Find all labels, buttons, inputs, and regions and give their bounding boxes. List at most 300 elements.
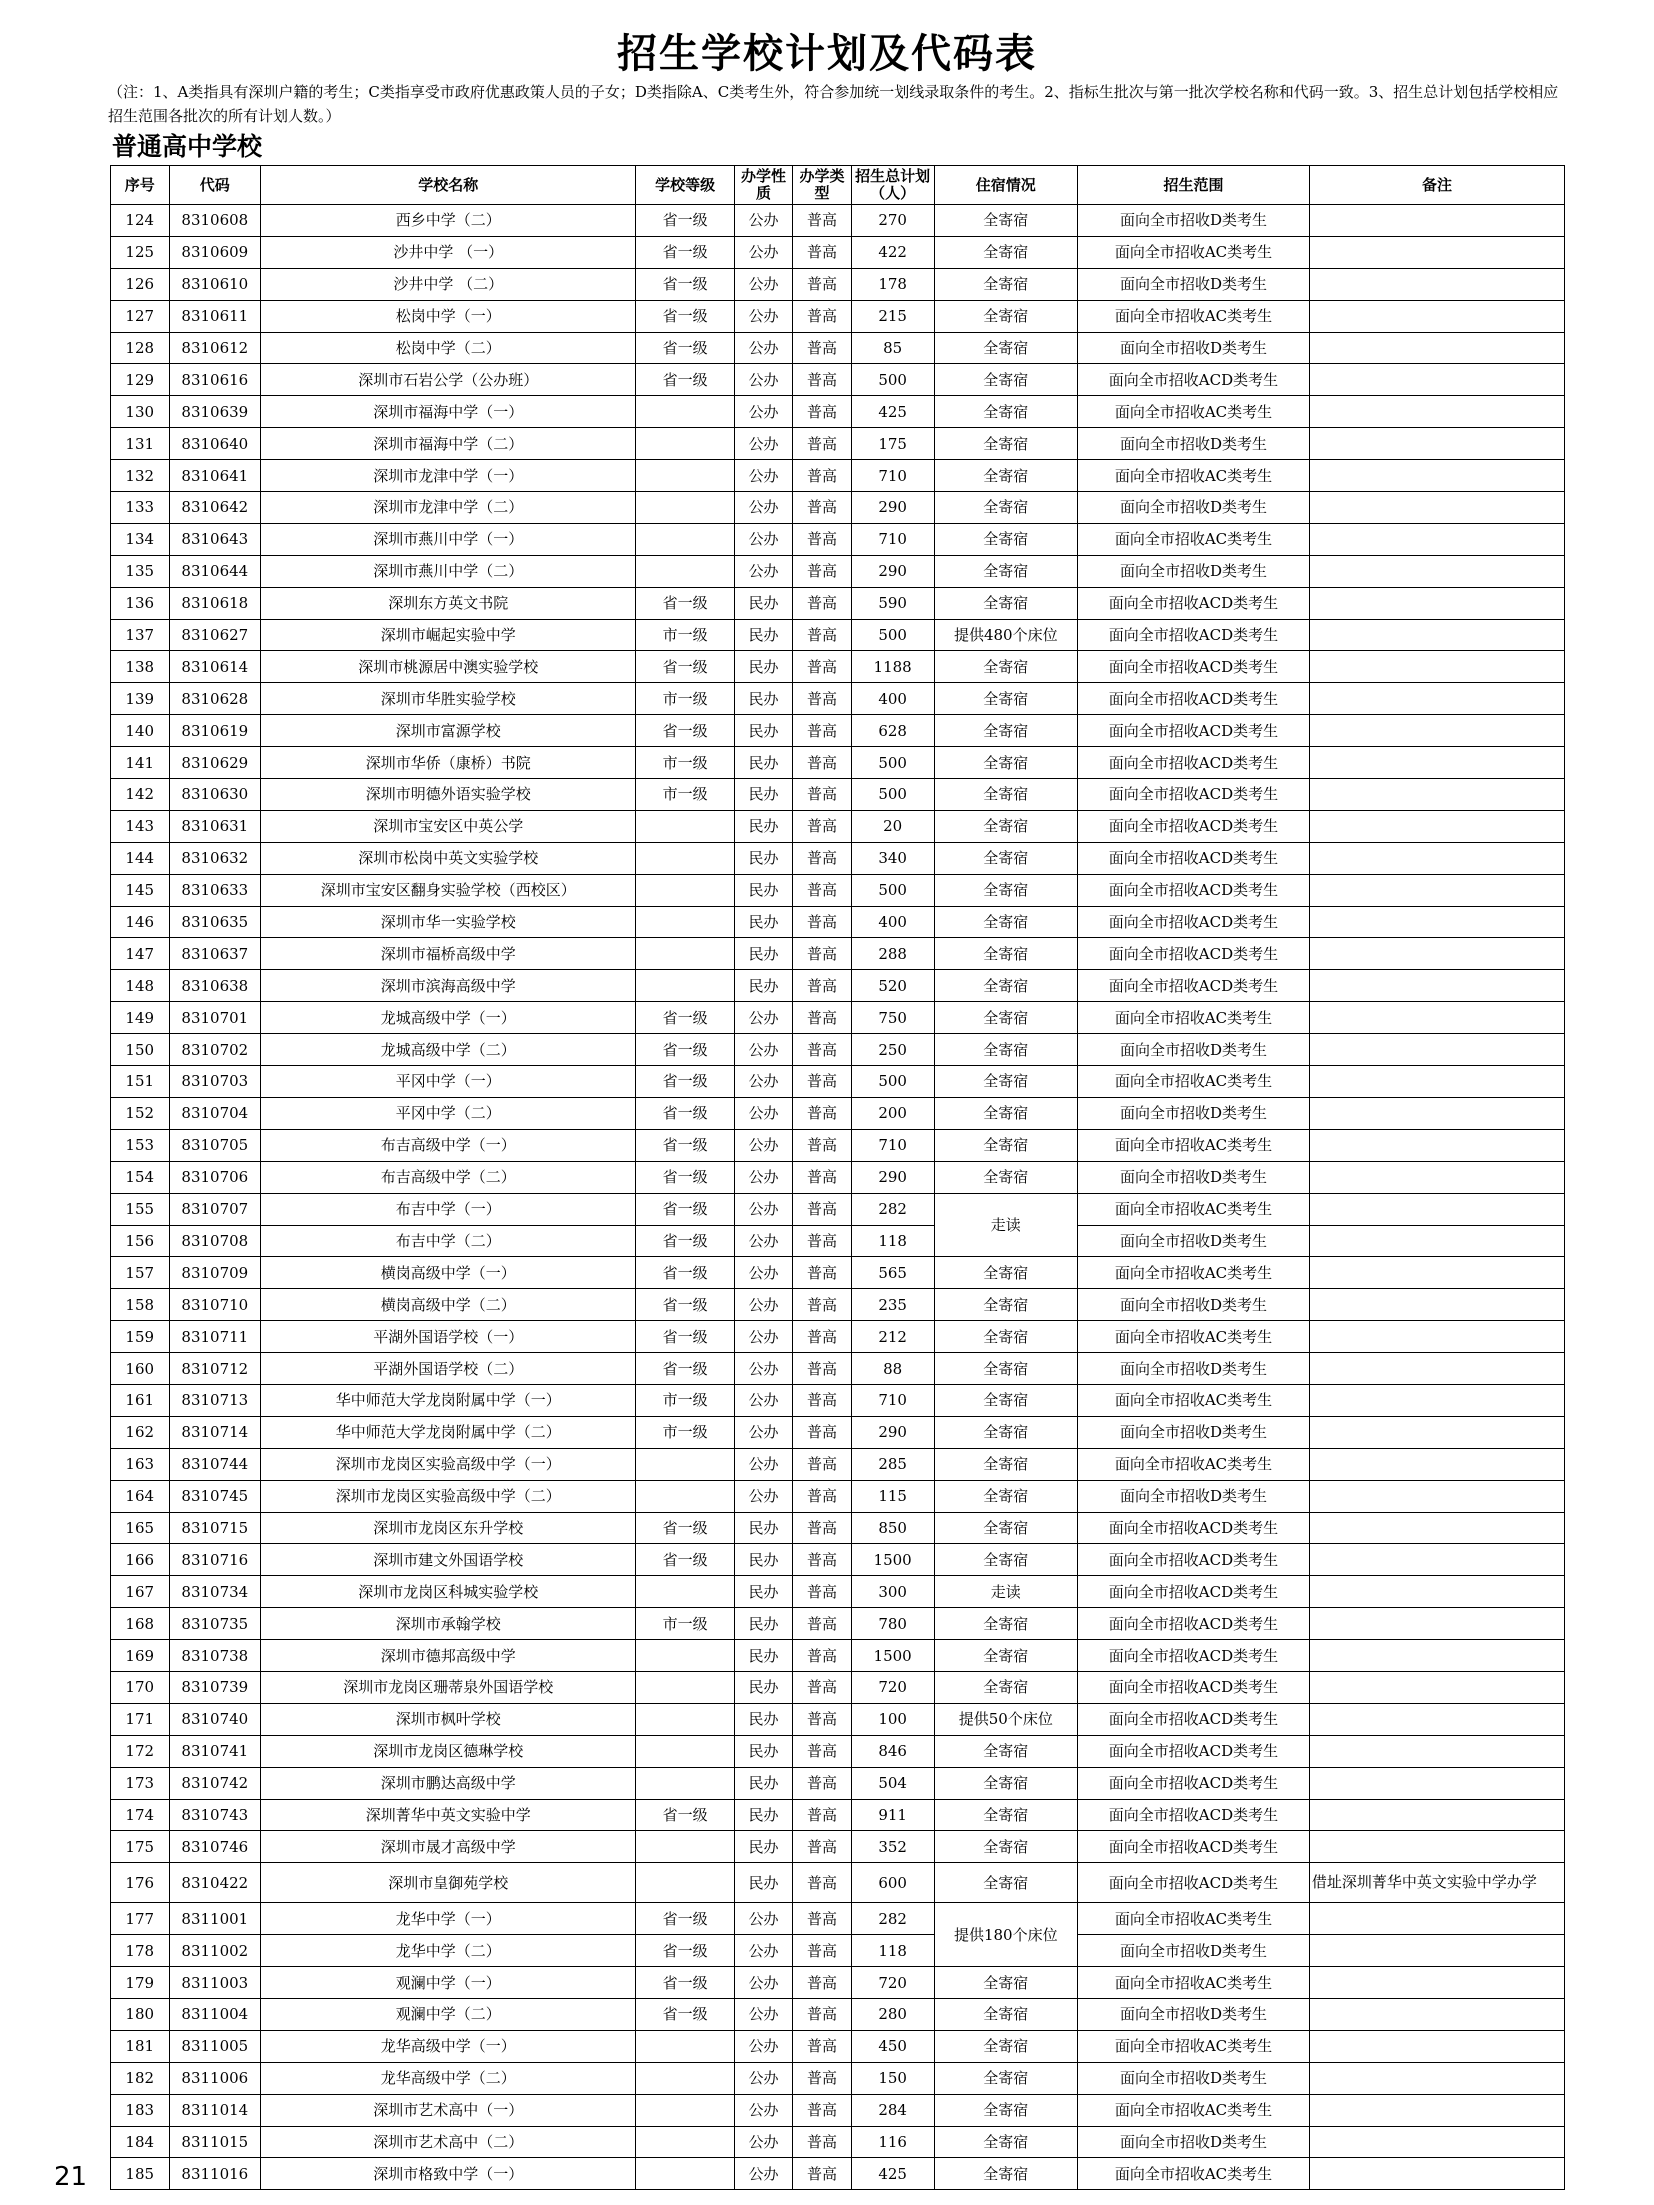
cell-type: 普高: [793, 1416, 852, 1448]
cell-index: 160: [111, 1353, 170, 1385]
cell-remark: [1309, 1416, 1564, 1448]
col-header-accommodation: 住宿情况: [934, 166, 1078, 205]
cell-index: 165: [111, 1512, 170, 1544]
cell-school-name: 深圳菁华中英文实验中学: [261, 1799, 636, 1831]
cell-type: 普高: [793, 332, 852, 364]
cell-school-level: 市一级: [636, 747, 734, 779]
cell-scope: 面向全市招收AC类考生: [1078, 1384, 1310, 1416]
cell-type: 普高: [793, 1002, 852, 1034]
cell-code: 8310642: [169, 492, 261, 524]
cell-index: 137: [111, 619, 170, 651]
cell-school-name: 深圳市德邦高级中学: [261, 1640, 636, 1672]
cell-scope: 面向全市招收AC类考生: [1078, 523, 1310, 555]
cell-remark: [1309, 906, 1564, 938]
cell-nature: 民办: [734, 651, 793, 683]
table-row: [111, 1671, 1565, 1703]
cell-dorm: 全寄宿: [934, 2126, 1078, 2158]
table-row: [111, 1608, 1565, 1640]
table-row: [111, 1097, 1565, 1129]
cell-scope: 面向全市招收D类考生: [1078, 1416, 1310, 1448]
cell-index: 162: [111, 1416, 170, 1448]
cell-total-plan: 178: [851, 268, 934, 300]
cell-school-name: 深圳市宝安区翻身实验学校（西校区）: [261, 874, 636, 906]
cell-nature: 民办: [734, 842, 793, 874]
cell-type: 普高: [793, 1161, 852, 1193]
cell-nature: 公办: [734, 2094, 793, 2126]
cell-dorm: 全寄宿: [934, 396, 1078, 428]
cell-type: 普高: [793, 1640, 852, 1672]
cell-type: 普高: [793, 300, 852, 332]
cell-index: 124: [111, 205, 170, 237]
cell-school-name: 平湖外国语学校（二）: [261, 1353, 636, 1385]
cell-school-name: 沙井中学 （二）: [261, 268, 636, 300]
cell-school-level: 省一级: [636, 332, 734, 364]
cell-school-name: 西乡中学（二）: [261, 205, 636, 237]
cell-school-level: 省一级: [636, 1097, 734, 1129]
table-row: [111, 1353, 1565, 1385]
cell-dorm: 全寄宿: [934, 1129, 1078, 1161]
cell-index: 152: [111, 1097, 170, 1129]
cell-total-plan: 710: [851, 523, 934, 555]
cell-remark: [1309, 205, 1564, 237]
cell-type: 普高: [793, 1289, 852, 1321]
cell-code: 8310716: [169, 1544, 261, 1576]
cell-scope: 面向全市招收ACD类考生: [1078, 1735, 1310, 1767]
cell-type: 普高: [793, 1097, 852, 1129]
cell-school-name: 深圳市龙津中学（一）: [261, 460, 636, 492]
cell-total-plan: 118: [851, 1935, 934, 1967]
cell-type: 普高: [793, 619, 852, 651]
cell-scope: 面向全市招收ACD类考生: [1078, 1799, 1310, 1831]
table-row: [111, 1384, 1565, 1416]
table-row: [111, 364, 1565, 396]
cell-dorm: 走读: [934, 1193, 1078, 1257]
cell-nature: 民办: [734, 1544, 793, 1576]
cell-nature: 公办: [734, 1967, 793, 1999]
table-row: [111, 1703, 1565, 1735]
cell-total-plan: 290: [851, 1416, 934, 1448]
cell-scope: 面向全市招收D类考生: [1078, 555, 1310, 587]
cell-total-plan: 520: [851, 970, 934, 1002]
cell-school-name: 深圳市福海中学（一）: [261, 396, 636, 428]
cell-index: 131: [111, 428, 170, 460]
cell-remark: [1309, 1448, 1564, 1480]
cell-index: 130: [111, 396, 170, 428]
cell-school-level: 省一级: [636, 651, 734, 683]
cell-scope: 面向全市招收D类考生: [1078, 1353, 1310, 1385]
cell-type: 普高: [793, 2062, 852, 2094]
cell-index: 129: [111, 364, 170, 396]
cell-dorm: 全寄宿: [934, 1034, 1078, 1066]
cell-scope: 面向全市招收D类考生: [1078, 492, 1310, 524]
cell-school-level: [636, 1576, 734, 1608]
cell-type: 普高: [793, 555, 852, 587]
cell-scope: 面向全市招收ACD类考生: [1078, 1576, 1310, 1608]
cell-dorm: 提供180个床位: [934, 1903, 1078, 1967]
cell-school-name: 平湖外国语学校（一）: [261, 1321, 636, 1353]
cell-index: 171: [111, 1703, 170, 1735]
cell-school-name: 深圳市鹏达高级中学: [261, 1767, 636, 1799]
cell-type: 普高: [793, 1512, 852, 1544]
cell-school-name: 深圳市燕川中学（一）: [261, 523, 636, 555]
cell-code: 8310706: [169, 1161, 261, 1193]
cell-scope: 面向全市招收ACD类考生: [1078, 364, 1310, 396]
cell-type: 普高: [793, 460, 852, 492]
cell-index: 180: [111, 1998, 170, 2030]
cell-code: 8310637: [169, 938, 261, 970]
cell-remark: [1309, 1903, 1564, 1935]
cell-code: 8310745: [169, 1480, 261, 1512]
cell-index: 169: [111, 1640, 170, 1672]
cell-code: 8311014: [169, 2094, 261, 2126]
cell-index: 126: [111, 268, 170, 300]
cell-type: 普高: [793, 1225, 852, 1257]
cell-school-name: 平冈中学（一）: [261, 1066, 636, 1098]
cell-code: 8310713: [169, 1384, 261, 1416]
cell-nature: 公办: [734, 1384, 793, 1416]
table-row: [111, 2062, 1565, 2094]
cell-school-level: 市一级: [636, 1384, 734, 1416]
cell-code: 8310611: [169, 300, 261, 332]
cell-remark: [1309, 555, 1564, 587]
cell-total-plan: 720: [851, 1671, 934, 1703]
cell-type: 普高: [793, 1998, 852, 2030]
cell-total-plan: 88: [851, 1353, 934, 1385]
table-row: [111, 1544, 1565, 1576]
cell-remark: [1309, 970, 1564, 1002]
cell-total-plan: 628: [851, 715, 934, 747]
cell-dorm: 全寄宿: [934, 874, 1078, 906]
cell-dorm: 全寄宿: [934, 1097, 1078, 1129]
cell-school-name: 布吉高级中学（二）: [261, 1161, 636, 1193]
cell-dorm: 全寄宿: [934, 1640, 1078, 1672]
cell-dorm: 全寄宿: [934, 1608, 1078, 1640]
table-row: [111, 492, 1565, 524]
footnote-note: （注：1、A类指具有深圳户籍的考生；C类指享受市政府优惠政策人员的子女；D类指除A、C类考生外，符合参加统一划线录取条件的考生。2、指标生批次与第一批次学校名称和代码一致。3、招生总计划包括学校相应招生范围各批次的所有计划人数。）: [108, 83, 1559, 125]
cell-scope: 面向全市招收ACD类考生: [1078, 1544, 1310, 1576]
cell-code: 8311015: [169, 2126, 261, 2158]
cell-school-name: 龙华中学（一）: [261, 1903, 636, 1935]
cell-nature: 民办: [734, 1799, 793, 1831]
cell-nature: 公办: [734, 1161, 793, 1193]
table-row: [111, 460, 1565, 492]
cell-school-name: 深圳市艺术高中（一）: [261, 2094, 636, 2126]
cell-total-plan: 400: [851, 683, 934, 715]
cell-dorm: 全寄宿: [934, 1161, 1078, 1193]
cell-type: 普高: [793, 1935, 852, 1967]
cell-remark: [1309, 842, 1564, 874]
cell-index: 143: [111, 810, 170, 842]
cell-total-plan: 425: [851, 2158, 934, 2190]
cell-index: 134: [111, 523, 170, 555]
cell-remark: [1309, 1512, 1564, 1544]
cell-school-level: [636, 396, 734, 428]
cell-remark: [1309, 2158, 1564, 2190]
cell-school-level: [636, 428, 734, 460]
table-row: [111, 205, 1565, 237]
cell-total-plan: 500: [851, 1066, 934, 1098]
cell-index: 176: [111, 1863, 170, 1903]
cell-dorm: 全寄宿: [934, 523, 1078, 555]
cell-school-name: 深圳市枫叶学校: [261, 1703, 636, 1735]
cell-type: 普高: [793, 1671, 852, 1703]
cell-remark: [1309, 364, 1564, 396]
cell-school-name: 深圳市宝安区中英公学: [261, 810, 636, 842]
cell-nature: 公办: [734, 1193, 793, 1225]
cell-code: 8310708: [169, 1225, 261, 1257]
cell-nature: 公办: [734, 1998, 793, 2030]
cell-school-level: [636, 1863, 734, 1903]
cell-school-name: 深圳市滨海高级中学: [261, 970, 636, 1002]
cell-code: 8310702: [169, 1034, 261, 1066]
cell-code: 8310635: [169, 906, 261, 938]
cell-remark: [1309, 332, 1564, 364]
cell-index: 153: [111, 1129, 170, 1161]
cell-code: 8311003: [169, 1967, 261, 1999]
cell-school-level: [636, 2126, 734, 2158]
cell-school-name: 龙城高级中学（二）: [261, 1034, 636, 1066]
cell-type: 普高: [793, 779, 852, 811]
cell-code: 8311005: [169, 2030, 261, 2062]
cell-remark: [1309, 236, 1564, 268]
cell-code: 8310746: [169, 1831, 261, 1863]
cell-remark: [1309, 268, 1564, 300]
cell-type: 普高: [793, 715, 852, 747]
col-header-type: 办学类型: [793, 166, 852, 205]
cell-index: 184: [111, 2126, 170, 2158]
cell-index: 179: [111, 1967, 170, 1999]
cell-type: 普高: [793, 1129, 852, 1161]
table-row: [111, 1935, 1565, 1967]
cell-remark: [1309, 619, 1564, 651]
cell-scope: 面向全市招收AC类考生: [1078, 1002, 1310, 1034]
cell-nature: 民办: [734, 1735, 793, 1767]
cell-index: 127: [111, 300, 170, 332]
cell-school-level: [636, 2030, 734, 2062]
cell-code: 8310638: [169, 970, 261, 1002]
cell-total-plan: 850: [851, 1512, 934, 1544]
cell-nature: 公办: [734, 1066, 793, 1098]
cell-index: 178: [111, 1935, 170, 1967]
cell-nature: 民办: [734, 874, 793, 906]
cell-index: 154: [111, 1161, 170, 1193]
cell-scope: 面向全市招收ACD类考生: [1078, 1831, 1310, 1863]
cell-school-level: 省一级: [636, 1129, 734, 1161]
cell-scope: 面向全市招收AC类考生: [1078, 1321, 1310, 1353]
cell-remark: [1309, 1671, 1564, 1703]
cell-index: 145: [111, 874, 170, 906]
table-row: [111, 1998, 1565, 2030]
cell-scope: 面向全市招收AC类考生: [1078, 1066, 1310, 1098]
table-row: [111, 555, 1565, 587]
cell-type: 普高: [793, 1735, 852, 1767]
cell-remark: [1309, 1480, 1564, 1512]
cell-school-level: [636, 938, 734, 970]
cell-nature: 民办: [734, 1863, 793, 1903]
cell-school-level: 省一级: [636, 1193, 734, 1225]
cell-total-plan: 504: [851, 1767, 934, 1799]
cell-dorm: 全寄宿: [934, 364, 1078, 396]
cell-index: 185: [111, 2158, 170, 2190]
cell-nature: 公办: [734, 396, 793, 428]
cell-dorm: 全寄宿: [934, 492, 1078, 524]
cell-dorm: 全寄宿: [934, 810, 1078, 842]
cell-code: 8310734: [169, 1576, 261, 1608]
cell-school-name: 布吉中学（二）: [261, 1225, 636, 1257]
cell-scope: 面向全市招收ACD类考生: [1078, 810, 1310, 842]
cell-school-name: 深圳市晟才高级中学: [261, 1831, 636, 1863]
cell-dorm: 全寄宿: [934, 1321, 1078, 1353]
cell-total-plan: 288: [851, 938, 934, 970]
cell-type: 普高: [793, 1066, 852, 1098]
table-row: [111, 1257, 1565, 1289]
cell-total-plan: 290: [851, 492, 934, 524]
cell-school-level: [636, 842, 734, 874]
cell-scope: 面向全市招收ACD类考生: [1078, 938, 1310, 970]
cell-nature: 民办: [734, 938, 793, 970]
cell-total-plan: 280: [851, 1998, 934, 2030]
cell-type: 普高: [793, 906, 852, 938]
table-row: [111, 2126, 1565, 2158]
cell-remark: [1309, 1935, 1564, 1967]
cell-school-name: 深圳市皇御苑学校: [261, 1863, 636, 1903]
cell-school-name: 深圳市龙岗区科城实验学校: [261, 1576, 636, 1608]
cell-total-plan: 282: [851, 1903, 934, 1935]
cell-school-name: 深圳市龙岗区东升学校: [261, 1512, 636, 1544]
cell-total-plan: 590: [851, 587, 934, 619]
cell-school-name: 深圳市建文外国语学校: [261, 1544, 636, 1576]
cell-type: 普高: [793, 2030, 852, 2062]
col-header-school-name: 学校名称: [261, 166, 636, 205]
cell-scope: 面向全市招收ACD类考生: [1078, 1608, 1310, 1640]
cell-school-name: 深圳市华一实验学校: [261, 906, 636, 938]
cell-scope: 面向全市招收D类考生: [1078, 1034, 1310, 1066]
cell-remark: [1309, 1767, 1564, 1799]
cell-code: 8310741: [169, 1735, 261, 1767]
cell-dorm: 全寄宿: [934, 683, 1078, 715]
table-row: [111, 1129, 1565, 1161]
cell-school-name: 深圳市崛起实验中学: [261, 619, 636, 651]
cell-dorm: 全寄宿: [934, 970, 1078, 1002]
cell-nature: 公办: [734, 492, 793, 524]
cell-scope: 面向全市招收ACD类考生: [1078, 779, 1310, 811]
cell-total-plan: 270: [851, 205, 934, 237]
cell-dorm: 全寄宿: [934, 2158, 1078, 2190]
cell-index: 148: [111, 970, 170, 1002]
cell-scope: 面向全市招收D类考生: [1078, 205, 1310, 237]
cell-school-name: 华中师范大学龙岗附属中学（一）: [261, 1384, 636, 1416]
cell-school-level: 省一级: [636, 1512, 734, 1544]
table-row: [111, 1321, 1565, 1353]
cell-nature: 民办: [734, 906, 793, 938]
cell-type: 普高: [793, 1831, 852, 1863]
cell-code: 8310714: [169, 1416, 261, 1448]
table-row: [111, 587, 1565, 619]
cell-total-plan: 710: [851, 460, 934, 492]
cell-school-level: 省一级: [636, 1289, 734, 1321]
cell-dorm: 全寄宿: [934, 332, 1078, 364]
cell-code: 8310610: [169, 268, 261, 300]
cell-index: 141: [111, 747, 170, 779]
cell-scope: 面向全市招收AC类考生: [1078, 1257, 1310, 1289]
cell-school-level: 省一级: [636, 715, 734, 747]
table-row: [111, 2094, 1565, 2126]
cell-total-plan: 500: [851, 619, 934, 651]
cell-school-name: 深圳市格致中学（一）: [261, 2158, 636, 2190]
cell-remark: [1309, 587, 1564, 619]
cell-remark: [1309, 523, 1564, 555]
table-row: [111, 1512, 1565, 1544]
cell-school-name: 布吉中学（一）: [261, 1193, 636, 1225]
table-row: [111, 1448, 1565, 1480]
table-row: [111, 1831, 1565, 1863]
cell-type: 普高: [793, 1353, 852, 1385]
cell-school-level: 市一级: [636, 683, 734, 715]
table-row: [111, 1640, 1565, 1672]
cell-total-plan: 750: [851, 1002, 934, 1034]
table-row: [111, 874, 1565, 906]
cell-remark: [1309, 1703, 1564, 1735]
cell-type: 普高: [793, 492, 852, 524]
cell-nature: 民办: [734, 1576, 793, 1608]
cell-remark: [1309, 1353, 1564, 1385]
cell-school-name: 深圳东方英文书院: [261, 587, 636, 619]
cell-index: 168: [111, 1608, 170, 1640]
cell-index: 174: [111, 1799, 170, 1831]
table-row: [111, 300, 1565, 332]
cell-remark: [1309, 1640, 1564, 1672]
table-row: [111, 268, 1565, 300]
cell-school-level: [636, 970, 734, 1002]
cell-type: 普高: [793, 523, 852, 555]
cell-scope: 面向全市招收ACD类考生: [1078, 619, 1310, 651]
cell-index: 157: [111, 1257, 170, 1289]
cell-index: 125: [111, 236, 170, 268]
cell-total-plan: 250: [851, 1034, 934, 1066]
cell-type: 普高: [793, 1863, 852, 1903]
table-row: [111, 970, 1565, 1002]
cell-index: 161: [111, 1384, 170, 1416]
cell-code: 8310715: [169, 1512, 261, 1544]
table-row: [111, 523, 1565, 555]
cell-remark: [1309, 1576, 1564, 1608]
table-row: [111, 1767, 1565, 1799]
cell-nature: 民办: [734, 747, 793, 779]
cell-school-level: 省一级: [636, 300, 734, 332]
table-row: [111, 1903, 1565, 1935]
cell-total-plan: 710: [851, 1129, 934, 1161]
cell-school-level: [636, 2158, 734, 2190]
cell-code: 8310744: [169, 1448, 261, 1480]
cell-index: 170: [111, 1671, 170, 1703]
cell-scope: 面向全市招收D类考生: [1078, 428, 1310, 460]
cell-scope: 面向全市招收ACD类考生: [1078, 1703, 1310, 1735]
cell-total-plan: 282: [851, 1193, 934, 1225]
cell-total-plan: 352: [851, 1831, 934, 1863]
cell-scope: 面向全市招收AC类考生: [1078, 1448, 1310, 1480]
cell-total-plan: 235: [851, 1289, 934, 1321]
cell-scope: 面向全市招收ACD类考生: [1078, 1512, 1310, 1544]
cell-dorm: 全寄宿: [934, 1480, 1078, 1512]
cell-code: 8311016: [169, 2158, 261, 2190]
cell-type: 普高: [793, 268, 852, 300]
cell-dorm: 全寄宿: [934, 1831, 1078, 1863]
cell-code: 8310701: [169, 1002, 261, 1034]
cell-remark: [1309, 1967, 1564, 1999]
cell-code: 8310628: [169, 683, 261, 715]
cell-index: 144: [111, 842, 170, 874]
cell-index: 140: [111, 715, 170, 747]
